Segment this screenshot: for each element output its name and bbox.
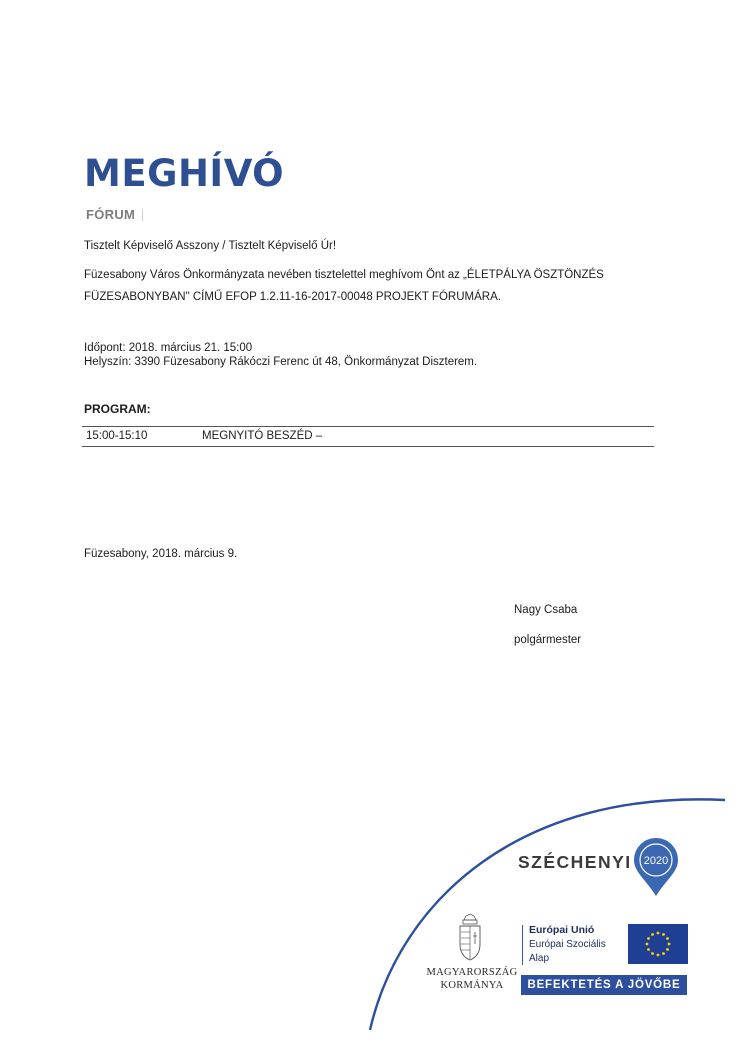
signature-name: Nagy Csaba	[514, 604, 578, 616]
greeting: Tisztelt Képviselő Asszony / Tisztelt Képviselő Úr!	[84, 240, 337, 252]
eu-fund-line-2: Alap	[529, 953, 550, 964]
signature-role: polgármester	[514, 634, 582, 646]
eu-divider	[522, 925, 523, 965]
eu-fund-line-1: Európai Szociális	[529, 939, 606, 950]
government-name	[424, 966, 520, 992]
szechenyi-year: 2020	[643, 855, 669, 867]
program-row-item: MEGNYITÓ BESZÉD –	[202, 430, 323, 442]
eu-flag-icon	[628, 924, 688, 964]
event-place: Helyszín: 3390 Füzesabony Rákóczi Ferenc út 48, Önkormányzat Diszterem.	[84, 356, 478, 368]
place-and-date: Füzesabony, 2018. március 9.	[84, 548, 238, 560]
government-name-line-1: MAGYARORSZÁG	[426, 967, 518, 978]
document-subtitle: FÓRUM	[86, 207, 136, 222]
szechenyi-logo-text: SZÉCHENYI	[518, 852, 632, 872]
document-title: MEGHÍVÓ	[84, 152, 285, 195]
hungarian-crest-icon	[454, 914, 486, 962]
government-name-line-2: KORMÁNYA	[440, 980, 504, 991]
investment-banner: BEFEKTETÉS A JÖVŐBE	[521, 975, 687, 995]
intro-line-1: Füzesabony Város Önkormányzata nevében tisztelettel meghívom Önt az „ÉLETPÁLYA ÖSZTÖNZÉS	[84, 269, 604, 281]
event-time: Időpont: 2018. március 21. 15:00	[84, 342, 253, 354]
szechenyi-2020-pin-icon	[632, 838, 680, 898]
program-heading: PROGRAM:	[84, 402, 151, 416]
intro-line-2: FÜZESABONYBAN" CÍMŰ EFOP 1.2.11-16-2017-00048 PROJEKT FÓRUMÁRA.	[84, 291, 501, 303]
program-row-time: 15:00-15:10	[86, 430, 148, 442]
eu-title: Európai Unió	[529, 924, 595, 936]
